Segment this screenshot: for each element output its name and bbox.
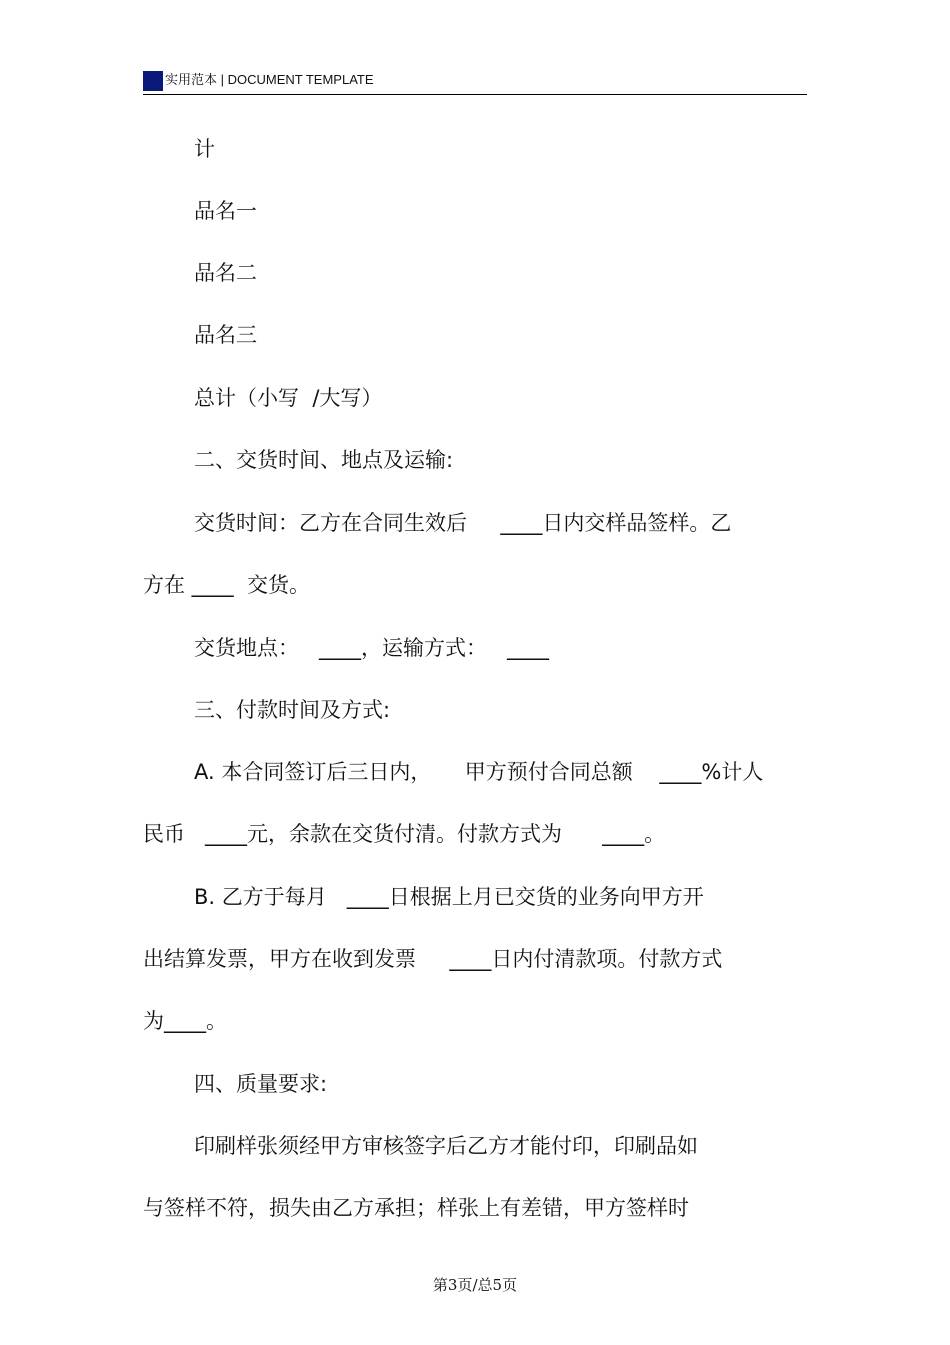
text-line: 交货地点： ____，运输方式： ____ [194, 636, 550, 660]
page-number: 第3页/总5页 [432, 1276, 518, 1294]
header-title: 实用范本 | DOCUMENT TEMPLATE [165, 72, 374, 87]
text-line: 与签样不符，损失由乙方承担；样张上有差错，甲方签样时 [143, 1196, 689, 1220]
text-line: 计 [194, 137, 215, 161]
text-line: B. 乙方于每月 ____日根据上月已交货的业务向甲方开 [194, 885, 704, 909]
section-heading: 四、质量要求: [194, 1072, 328, 1096]
text-line: 交货时间：乙方在合同生效后 ____日内交样品签样。乙 [194, 511, 732, 535]
text-line: 方在 ____ 交货。 [143, 573, 311, 597]
text-line: 品名一 [194, 199, 257, 223]
section-heading: 二、交货时间、地点及运输: [194, 448, 454, 472]
text-line: 出结算发票，甲方在收到发票 ____日内付清款项。付款方式 [143, 947, 723, 971]
text-line: 品名三 [194, 323, 257, 347]
logo-mark [143, 71, 163, 91]
text-line: 为____。 [143, 1009, 227, 1033]
text-line: 印刷样张须经甲方审核签字后乙方才能付印，印刷品如 [194, 1134, 698, 1158]
page-header [143, 68, 807, 95]
text-line: 民币 ____元，余款在交货付清。付款方式为 ____。 [143, 822, 666, 846]
text-line: A. 本合同签订后三日内， 甲方预付合同总额 ____%计人 [194, 760, 764, 784]
text-line: 总计（小写 /大写） [194, 386, 383, 410]
section-heading: 三、付款时间及方式: [194, 698, 391, 722]
text-line: 品名二 [194, 261, 257, 285]
